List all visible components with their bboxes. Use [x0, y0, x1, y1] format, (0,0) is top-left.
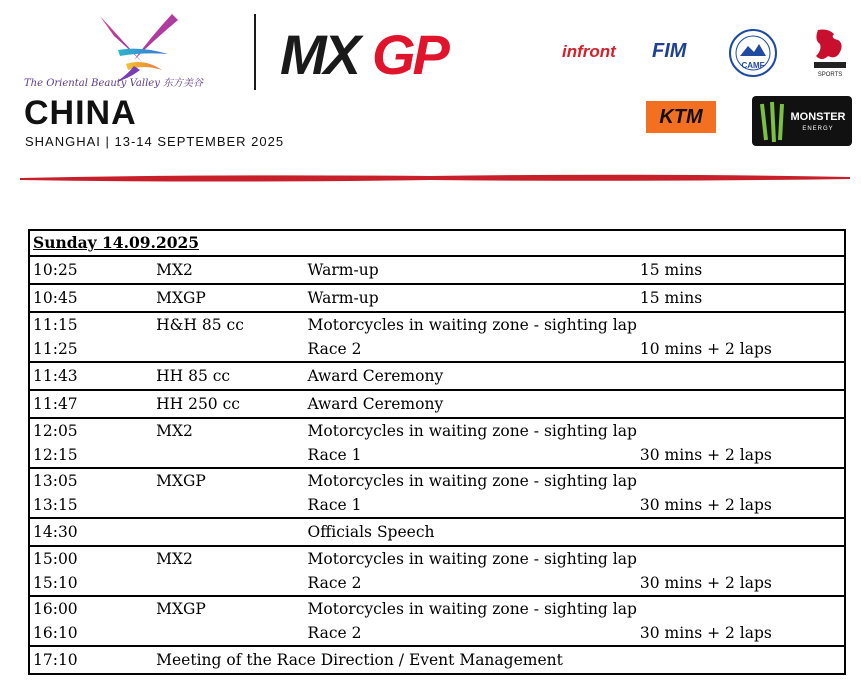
schedule-class: MXGP [153, 596, 304, 646]
schedule-time-cell [29, 418, 153, 468]
schedule-class: MXGP [153, 284, 304, 312]
schedule-row [29, 390, 845, 418]
schedule-time-cell [29, 284, 153, 312]
schedule-duration-cell [637, 518, 845, 546]
schedule-time: 13:15 [33, 496, 78, 514]
schedule-class: HH 85 cc [153, 362, 304, 390]
schedule-duration [640, 547, 844, 571]
schedule-duration: 30 mins + 2 laps [639, 574, 772, 592]
schedule-duration-cell [637, 546, 845, 596]
ktm-logo: KTM [646, 101, 716, 133]
schedule-time: 15:10 [33, 574, 78, 592]
monster-energy-logo-icon [752, 96, 852, 146]
schedule-table [28, 229, 846, 675]
schedule-time: 10:25 [33, 261, 78, 279]
schedule-event: Race 2 [307, 574, 362, 592]
schedule-time: 17:10 [29, 646, 153, 674]
schedule-duration [640, 391, 844, 417]
schedule-row [29, 546, 845, 596]
schedule-time: 16:00 [33, 600, 78, 618]
page-header [0, 0, 861, 200]
schedule-duration-cell [637, 596, 845, 646]
schedule-event: Motorcycles in waiting zone - sighting lap [307, 316, 637, 334]
schedule-class: HH 250 cc [153, 390, 304, 418]
schedule-duration-cell [637, 312, 845, 362]
schedule-duration: 10 mins + 2 laps [639, 340, 772, 358]
schedule-row [29, 362, 845, 390]
schedule-time-cell [29, 518, 153, 546]
schedule-event-cell [305, 518, 637, 546]
monster-sub-label: ENERGY [802, 126, 834, 132]
schedule-duration [640, 469, 844, 493]
schedule-time: 11:25 [33, 340, 78, 358]
schedule-class [153, 518, 304, 546]
schedule-event: Race 2 [307, 624, 362, 642]
schedule-time: 15:00 [33, 550, 78, 568]
monster-label: MONSTER [790, 111, 846, 123]
schedule-duration: 15 mins [639, 289, 703, 307]
schedule-time-cell [29, 468, 153, 518]
day-header-row [29, 230, 845, 256]
sports-logo-icon [808, 26, 852, 78]
schedule-event: Motorcycles in waiting zone - sighting lap [307, 600, 637, 618]
schedule-class: MX2 [153, 546, 304, 596]
schedule-event-cell [305, 256, 637, 284]
sports-label: SPORTS [817, 72, 843, 78]
day-title: Sunday 14.09.2025 [29, 230, 845, 256]
header-divider [254, 14, 256, 90]
schedule-duration: 30 mins + 2 laps [639, 624, 772, 642]
valley-tagline: The Oriental Beauty Valley 东方美谷 [24, 78, 204, 89]
schedule-duration-cell [637, 468, 845, 518]
schedule-event-cell [305, 546, 637, 596]
schedule-time: 14:30 [33, 523, 78, 541]
schedule-row [29, 518, 845, 546]
schedule-event: Race 1 [307, 446, 362, 464]
schedule-duration-cell [637, 418, 845, 468]
country-title: CHINA [24, 94, 137, 132]
schedule-event-cell [305, 418, 637, 468]
schedule-event: Motorcycles in waiting zone - sighting lap [307, 550, 637, 568]
schedule-time: 12:15 [33, 446, 78, 464]
schedule-time: 11:47 [33, 395, 78, 413]
schedule-event-cell [305, 312, 637, 362]
schedule-duration: 30 mins + 2 laps [639, 446, 772, 464]
schedule-time-cell [29, 390, 153, 418]
schedule-event: Award Ceremony [307, 367, 444, 385]
schedule-event: Award Ceremony [307, 395, 444, 413]
schedule-final-row [29, 646, 845, 674]
schedule-time: 10:45 [33, 289, 78, 307]
schedule-time-cell [29, 362, 153, 390]
schedule-event: Motorcycles in waiting zone - sighting lap [307, 472, 637, 490]
schedule-duration [640, 519, 844, 545]
svg-text:MX: MX [280, 24, 358, 84]
schedule-duration: 15 mins [639, 261, 703, 279]
schedule-time-cell [29, 312, 153, 362]
schedule-class: MX2 [153, 256, 304, 284]
schedule-time: 12:05 [33, 422, 78, 440]
schedule-duration-cell [637, 362, 845, 390]
schedule-duration-cell [637, 390, 845, 418]
red-brush-stroke [0, 170, 861, 186]
schedule-row [29, 468, 845, 518]
schedule-duration [640, 597, 844, 621]
schedule-event: Motorcycles in waiting zone - sighting lap [307, 422, 637, 440]
schedule-time: 11:43 [33, 367, 78, 385]
schedule-row [29, 312, 845, 362]
infront-logo: infront [562, 42, 616, 61]
mxgp-logo-icon [276, 24, 484, 84]
schedule-event-cell [305, 468, 637, 518]
schedule-class: MXGP [153, 468, 304, 518]
schedule-event: Warm-up [307, 289, 379, 307]
schedule-event-cell [305, 390, 637, 418]
schedule-duration: 30 mins + 2 laps [639, 496, 772, 514]
schedule-row [29, 418, 845, 468]
schedule-event: Warm-up [307, 261, 379, 279]
schedule-row [29, 256, 845, 284]
schedule-time: 11:15 [33, 316, 78, 334]
schedule-event: Meeting of the Race Direction / Event Management [153, 646, 845, 674]
schedule-time-cell [29, 546, 153, 596]
schedule-event-cell [305, 284, 637, 312]
schedule-duration-cell [637, 256, 845, 284]
schedule-time: 16:10 [33, 624, 78, 642]
schedule-class: MX2 [153, 418, 304, 468]
schedule-duration-cell [637, 284, 845, 312]
schedule-class: H&H 85 cc [153, 312, 304, 362]
schedule-time-cell [29, 256, 153, 284]
schedule-duration [640, 419, 844, 443]
schedule-time-cell [29, 596, 153, 646]
schedule-event: Officials Speech [307, 523, 435, 541]
schedule-event-cell [305, 596, 637, 646]
schedule-duration [640, 313, 844, 337]
fim-logo: FIM [652, 40, 687, 62]
schedule-duration [640, 363, 844, 389]
schedule-row [29, 596, 845, 646]
schedule-event: Race 2 [307, 340, 362, 358]
schedule-event: Race 1 [307, 496, 362, 514]
camf-logo-icon [728, 28, 778, 78]
schedule-time: 13:05 [33, 472, 78, 490]
venue-date: SHANGHAI | 13-14 SEPTEMBER 2025 [25, 134, 285, 149]
schedule-event-cell [305, 362, 637, 390]
svg-text:GP: GP [372, 24, 447, 84]
camf-label: CAMF [741, 61, 765, 70]
schedule-row [29, 284, 845, 312]
